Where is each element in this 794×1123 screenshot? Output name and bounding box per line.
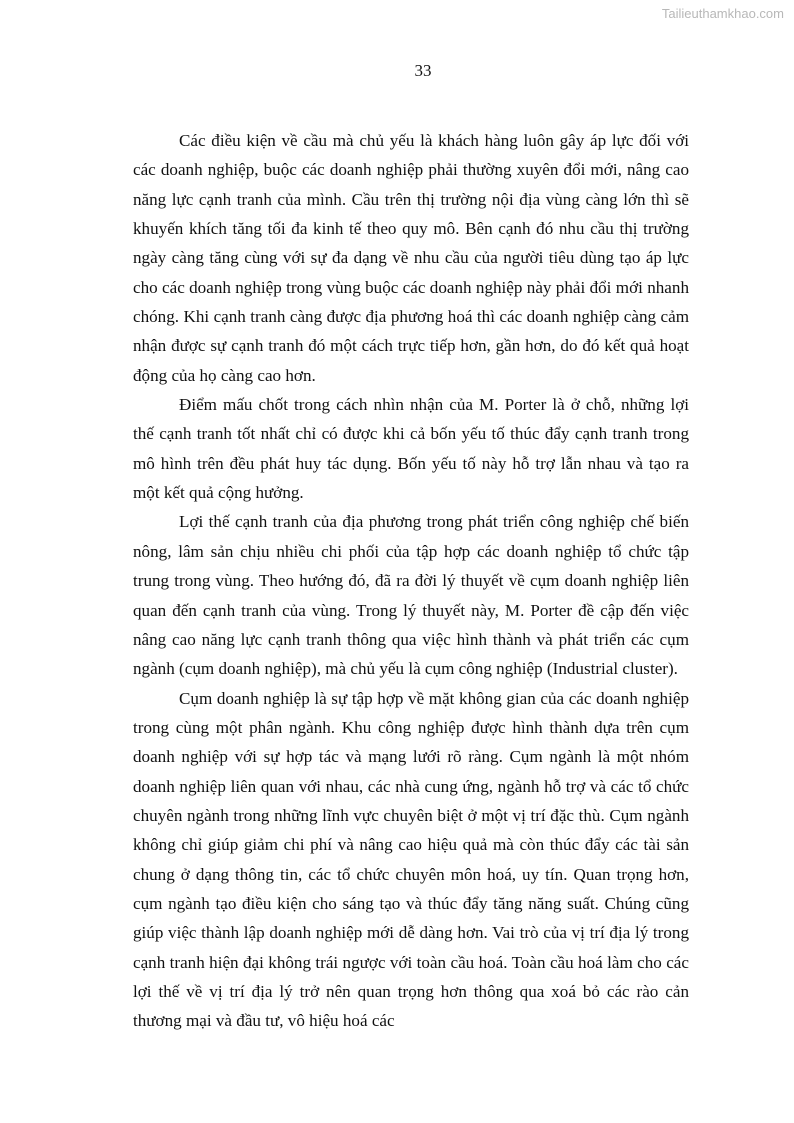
page-number: 33 — [414, 61, 432, 80]
paragraph-business-cluster: Cụm doanh nghiệp là sự tập hợp về mặt không gian của các doanh nghiệp trong cùng một phân ngành. Khu công nghiệp được hình thành dựa trên cụm doanh nghiệp với sự hợp tác và mạng lưới rõ ràng. Cụm ngành là một nhóm doanh nghiệp liên quan với nhau, các nhà cung ứng, ngành hỗ trợ và các tổ chức chuyên ngành trong những lĩnh vực chuyên biệt ở một vị trí đặc thù. Cụm ngành không chỉ giúp giảm chi phí và nâng cao hiệu quả mà còn thúc đẩy các tài sản chung ở dạng thông tin, các tổ chức chuyên môn hoá, uy tín. Quan trọng hơn, cụm ngành tạo điều kiện cho sáng tạo và thúc đẩy tăng năng suất. Chúng cũng giúp việc thành lập doanh nghiệp mới dễ dàng hơn. Vai trò của vị trí địa lý trong cạnh tranh hiện đại không trái ngược với toàn cầu hoá. Toàn cầu hoá làm cho các lợi thế về vị trí địa lý trở nên quan trọng hơn thông qua xoá bỏ các rào cản thương mại và đầu tư, vô hiệu hoá các — [133, 688, 689, 1031]
paragraph-regional-advantage: Lợi thế cạnh tranh của địa phương trong phát triển công nghiệp chế biến nông, lâm sản chịu nhiều chi phối của tập hợp các doanh nghiệp tổ chức tập trung trong vùng. Theo hướng đó, đã ra đời lý thuyết về cụm doanh nghiệp liên quan đến cạnh tranh của vùng. Trong lý thuyết này, M. Porter đề cập đến việc nâng cao năng lực cạnh tranh thông qua việc hình thành và phát triển các cụm ngành (cụm doanh nghiệp), mà chủ yếu là cụm công nghiệp (Industrial cluster). — [133, 512, 689, 679]
paragraph-demand-conditions: Các điều kiện về cầu mà chủ yếu là khách hàng luôn gây áp lực đối với các doanh nghiệp, buộc các doanh nghiệp phải thường xuyên đổi mới, nâng cao năng lực cạnh tranh của mình. Cầu trên thị trường nội địa vùng càng lớn thì sẽ khuyến khích tăng tối đa kinh tế theo quy mô. Bên cạnh đó nhu cầu thị trường ngày càng tăng cùng với sự đa dạng về nhu cầu của người tiêu dùng tạo áp lực cho các doanh nghiệp trong vùng buộc các doanh nghiệp này phải đổi mới nhanh chóng. Khi cạnh tranh càng được địa phương hoá thì các doanh nghiệp càng cảm nhận được sự cạnh tranh đó một cách trực tiếp hơn, gần hơn, do đó kết quả hoạt động của họ càng cao hơn. — [133, 131, 689, 385]
paragraph-porter-key-point: Điểm mấu chốt trong cách nhìn nhận của M. Porter là ở chỗ, những lợi thế cạnh tranh tốt nhất chỉ có được khi cả bốn yếu tố thúc đẩy cạnh tranh trong mô hình trên đều phát huy tác dụng. Bốn yếu tố này hỗ trợ lẫn nhau và tạo ra một kết quả cộng hưởng. — [133, 395, 689, 503]
watermark-text: Tailieuthamkhao.com — [661, 6, 784, 21]
document-body — [133, 126, 689, 1036]
